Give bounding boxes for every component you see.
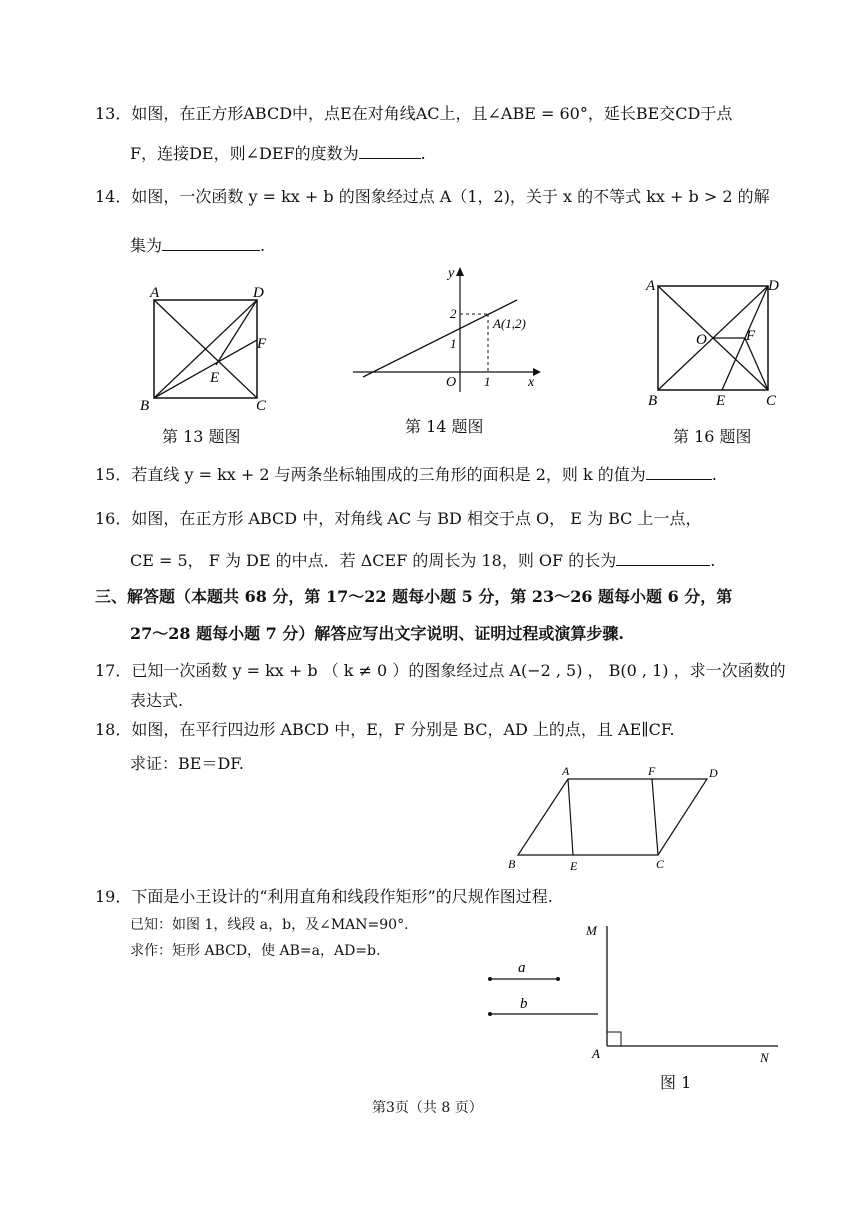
q16-line1: 16．如图，在正方形 ABCD 中，对角线 AC 与 BD 相交于点 O， E 为 BC 上一点， [95,509,702,528]
answer-blank-15[interactable] [646,463,712,480]
fig13-label-f: F [257,336,267,352]
fig14-label-origin: O [446,375,457,390]
q15-line1 [95,463,717,486]
fig14-tick-x1: 1 [484,374,491,389]
q13-line2-text: F，连接DE，则∠DEF的度数为 [130,144,359,163]
fig16-label-d: D [768,278,779,294]
q15-period: . [711,465,717,484]
q13-line1: 13．如图，在正方形ABCD中，点E在对角线AC上，且∠ABE = 60°，延长BE交CD于点 [95,104,733,123]
fig14-tick-y1: 1 [450,336,457,351]
fig14-point-label: A(1,2) [493,316,526,331]
fig16-caption: 第 16 题图 [673,427,752,446]
fig18-label-c: C [656,857,665,871]
fig16-label-e: E [716,393,726,409]
fig16-label-f: F [746,328,756,344]
q14-line2 [130,234,265,257]
q16-line2 [130,549,715,572]
fig14-label-x: x [528,375,535,390]
answer-blank-14[interactable] [162,234,260,251]
fig19-segment-a-start [488,977,492,981]
fig18-label-d: D [709,766,718,780]
fig18-parallelogram [518,779,707,855]
fig14-tick-y2: 2 [450,306,457,321]
q18-line2: 求证：BE＝DF. [130,754,244,773]
fig14-label-y: y [448,266,455,281]
fig14-y-arrow [456,267,464,276]
fig13-label-e: E [210,370,220,386]
q18-line1: 18．如图，在平行四边形 ABCD 中，E，F 分别是 BC，AD 上的点，且 AE∥CF. [95,720,675,739]
fig18-label-b: B [508,857,516,871]
fig18-label-f: F [648,764,656,778]
q13-period: . [420,144,426,163]
fig16-label-c: C [766,393,777,409]
fig13-label-c: C [256,398,267,414]
fig18-label-e: E [570,859,578,873]
fig19-label-m: M [586,923,597,938]
figure-16 [640,274,790,414]
q16-line2-text: CE = 5， F 为 DE 的中点．若 ΔCEF 的周长为 18，则 OF 的长为 [130,551,617,570]
section3-heading-line1: 三、解答题（本题共 68 分，第 17～22 题每小题 5 分，第 23～26 题每小题 6 分，第 [95,587,733,606]
fig16-label-b: B [648,393,658,409]
q19-line3: 求作：矩形 ABCD，使 AB=a，AD=b. [130,943,381,959]
fig13-label-b: B [140,398,150,414]
figure-14 [345,262,545,397]
fig16-label-a: A [646,278,656,294]
fig14-function-line [363,300,517,377]
fig16-line-fc [745,338,768,390]
fig13-label-a: A [150,285,160,301]
fig18-line-ae [568,779,573,855]
q14-period: . [260,236,266,255]
fig14-caption: 第 14 题图 [405,417,484,436]
fig19-label-seg-b: b [520,996,528,1012]
figure-13 [130,280,290,420]
fig19-label-n: N [760,1050,769,1065]
q17-line1: 17．已知一次函数 y = kx + b （ k ≠ 0 ）的图象经过点 A(−2 , 5) ， B(0 , 1) ，求一次函数的 [95,661,786,680]
fig19-caption: 图 1 [660,1073,692,1092]
q13-line2 [130,142,426,165]
answer-blank-16[interactable] [616,549,710,566]
q19-line2: 已知：如图 1，线段 a，b，及∠MAN=90°． [130,917,419,933]
answer-blank-13[interactable] [359,142,421,159]
fig16-label-o: O [696,332,707,348]
q16-period: . [710,551,716,570]
fig18-line-cf [652,779,658,855]
fig19-label-seg-a: a [518,960,526,976]
q19-line1: 19．下面是小王设计的“利用直角和线段作矩形”的尺规作图过程. [95,887,553,906]
q15-text: 15．若直线 y = kx + 2 与两条坐标轴围成的三角形的面积是 2，则 k 的值为 [95,465,646,484]
q17-line2: 表达式. [130,691,184,710]
fig13-caption: 第 13 题图 [162,427,241,446]
fig13-label-d: D [253,285,264,301]
section3-heading-line2: 27～28 题每小题 7 分）解答应写出文字说明、证明过程或演算步骤. [130,624,624,643]
figure-19 [480,920,790,1070]
figure-18 [500,762,730,877]
fig19-segment-b-start [488,1012,492,1016]
page-footer: 第3页（共 8 页） [372,1100,483,1116]
fig19-segment-a-end [556,977,560,981]
fig18-label-a: A [562,764,570,778]
fig19-label-a: A [592,1046,600,1061]
q14-line1: 14．如图，一次函数 y = kx + b 的图象经过点 A（1，2)，关于 x 的不等式 kx + b > 2 的解 [95,187,770,206]
fig19-right-angle-mark [607,1032,621,1046]
q14-line2-text: 集为 [130,236,163,255]
